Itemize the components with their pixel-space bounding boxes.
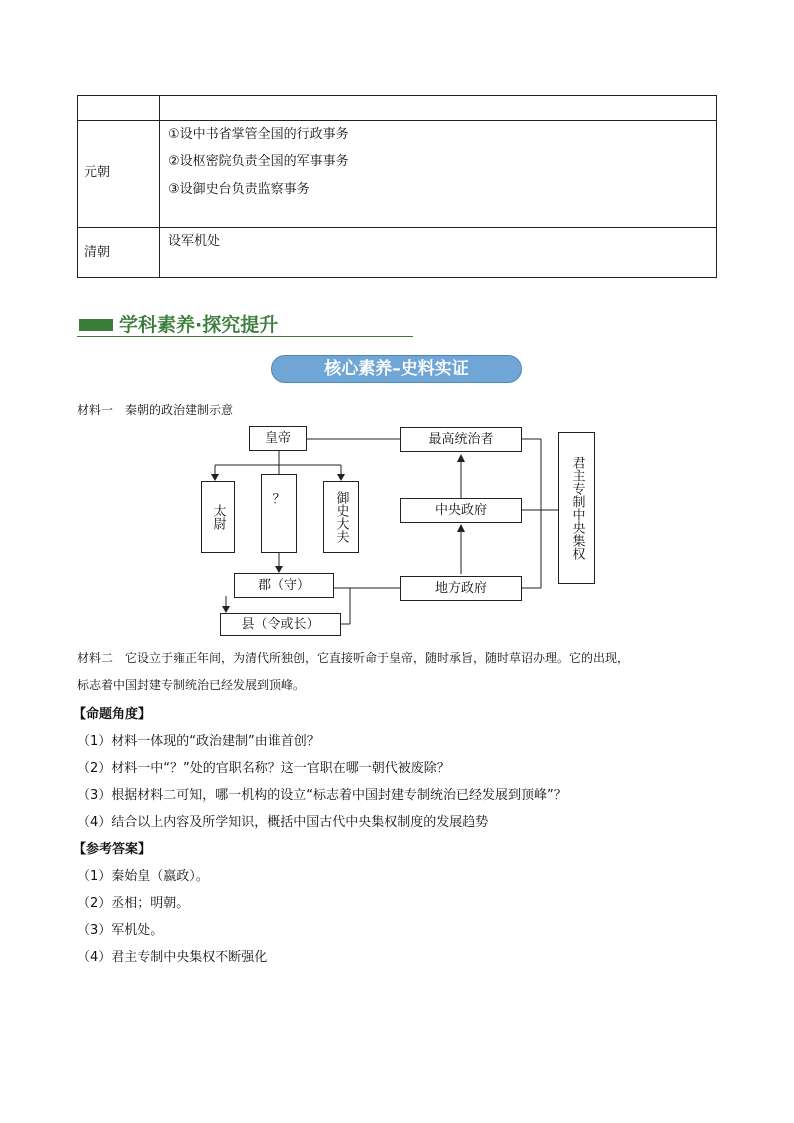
autocracy-label: 君主专制中央集权	[569, 456, 585, 560]
question-item: （3）根据材料二可知，哪一机构的设立“标志着中国封建专制统治已经发展到顶峰”？	[77, 788, 567, 803]
answer-item: （3）军机处。	[77, 923, 164, 938]
answer-item: （4）君主专制中央集权不断强化	[77, 950, 268, 965]
supreme-ruler-box: 最高统治者	[400, 427, 522, 452]
local-government-box: 地方政府	[400, 576, 522, 601]
core-literacy-banner: 核心素养–史料实证	[271, 355, 522, 383]
question-item: （2）材料一中“？”处的官职名称？这一官职在哪一朝代被废除？	[77, 761, 450, 776]
xian-box: 县（令或长）	[220, 613, 341, 636]
section-title: 学科素养·探究提升	[119, 314, 279, 336]
emperor-box: 皇帝	[249, 426, 307, 451]
unknown-official-label: ？	[272, 492, 286, 507]
table-row-label-yuan: 元朝	[84, 165, 111, 180]
table-row-label-qing: 清朝	[84, 245, 111, 260]
questions-heading: 【命题角度】	[73, 707, 152, 722]
answer-item: （1）秦始皇（嬴政）。	[77, 869, 209, 884]
answer-item: （2）丞相；明朝。	[77, 896, 190, 911]
table-cell-item: ①设中书省掌管全国的行政事务	[168, 127, 349, 142]
answers-heading: 【参考答案】	[73, 842, 152, 857]
table-cell-item: ②设枢密院负责全国的军事事务	[168, 154, 349, 169]
jun-box: 郡（守）	[234, 573, 334, 598]
table-cell-item: ③设御史台负责监察事务	[168, 182, 310, 197]
question-item: （4）结合以上内容及所学知识，概括中国古代中央集权制度的发展趋势	[77, 815, 489, 830]
material1-caption: 材料一 秦朝的政治建制示意	[77, 403, 234, 417]
material2-line2: 标志着中国封建专制统治已经发展到顶峰。	[77, 678, 306, 692]
taiwei-box	[201, 481, 235, 553]
yushi-box	[323, 481, 359, 553]
unknown-official-box	[261, 474, 297, 553]
table-cell-item: 设军机处	[168, 234, 221, 249]
taiwei-label: 太尉	[210, 504, 226, 530]
central-government-box: 中央政府	[400, 498, 522, 523]
yushi-label: 御史大夫	[333, 491, 349, 543]
autocracy-box	[558, 432, 595, 584]
material2-line1: 材料二 它设立于雍正年间，为清代所独创，它直接听命于皇帝，随时承旨，随时草诏办理。它的出现，	[77, 651, 630, 665]
question-item: （1）材料一体现的“政治建制”由谁首创？	[77, 734, 320, 749]
